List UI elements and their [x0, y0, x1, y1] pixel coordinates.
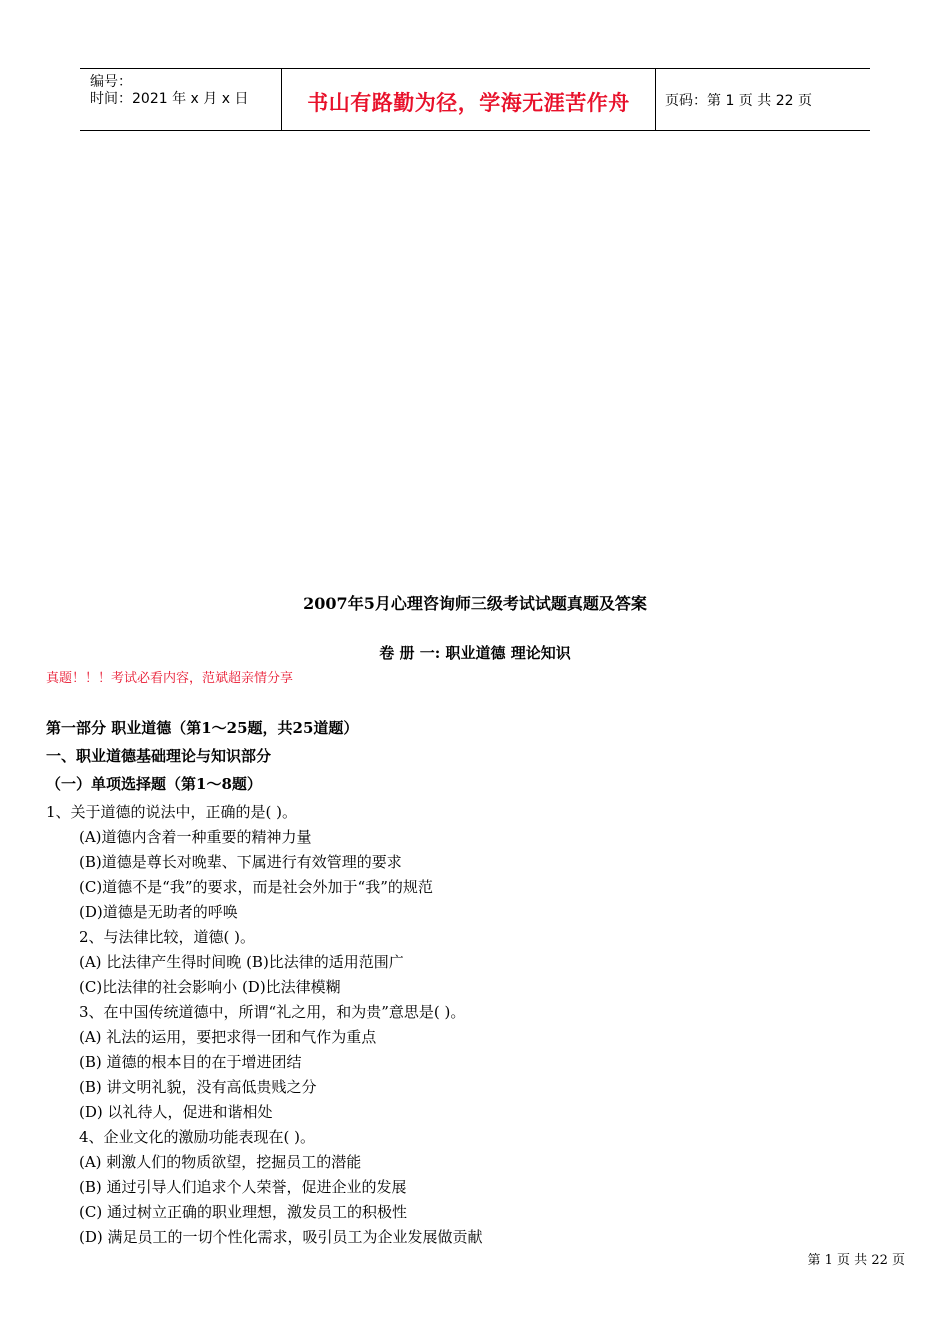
page-footer: 第 1 页 共 22 页 — [807, 1253, 905, 1268]
question-2-options-ab: (A) 比法律产生得时间晚 (B)比法律的适用范围广 — [79, 953, 404, 971]
document-number-label: 编号： — [90, 74, 132, 90]
question-1-option-d: (D)道德是无助者的呼唤 — [79, 903, 238, 921]
header-left-cell — [80, 69, 281, 130]
document-title: 2007年5月心理咨询师三级考试试题真题及答案 — [303, 594, 647, 613]
question-4-option-d: (D) 满足员工的一切个性化需求，吸引员工为企业发展做贡献 — [79, 1228, 483, 1246]
question-3-option-c: (B) 讲文明礼貌，没有高低贵贱之分 — [79, 1078, 317, 1096]
document-subtitle: 卷 册 一: 职业道德 理论知识 — [379, 644, 571, 662]
header-right-cell — [655, 69, 870, 130]
subsection-heading: （一）单项选择题（第1～8题） — [46, 775, 262, 793]
question-1: 1、关于道德的说法中，正确的是( )。 — [46, 803, 298, 821]
question-2-options-cd: (C)比法律的社会影响小 (D)比法律模糊 — [79, 978, 341, 996]
document-time-label: 时间：2021 年 x 月 x 日 — [90, 91, 249, 107]
header-motto: 书山有路勤为径，学海无涯苦作舟 — [307, 91, 630, 115]
red-note: 真题！！！考试必看内容，范斌超亲情分享 — [46, 671, 294, 686]
question-1-option-a: (A)道德内含着一种重要的精神力量 — [79, 828, 312, 846]
question-3-option-b: (B) 道德的根本目的在于增进团结 — [79, 1053, 302, 1071]
header-motto-cell — [281, 69, 656, 130]
question-2: 2、与法律比较，道德( )。 — [79, 928, 256, 946]
question-3: 3、在中国传统道德中，所谓“礼之用，和为贵”意思是( )。 — [79, 1003, 466, 1021]
header-page-label: 页码：第 1 页 共 22 页 — [665, 93, 812, 109]
question-1-option-c: (C)道德不是“我”的要求，而是社会外加于“我”的规范 — [79, 878, 433, 896]
question-4-option-a: (A) 刺激人们的物质欲望，挖掘员工的潜能 — [79, 1153, 362, 1171]
section-heading: 一、职业道德基础理论与知识部分 — [46, 747, 272, 765]
question-4: 4、企业文化的激励功能表现在( )。 — [79, 1128, 316, 1146]
question-4-option-b: (B) 通过引导人们追求个人荣誉，促进企业的发展 — [79, 1178, 407, 1196]
question-3-option-a: (A) 礼法的运用，要把求得一团和气作为重点 — [79, 1028, 377, 1046]
page-header — [80, 68, 870, 131]
part-heading: 第一部分 职业道德（第1～25题，共25道题） — [46, 719, 359, 737]
question-3-option-d: (D) 以礼待人，促进和谐相处 — [79, 1103, 273, 1121]
question-4-option-c: (C) 通过树立正确的职业理想，激发员工的积极性 — [79, 1203, 407, 1221]
question-1-option-b: (B)道德是尊长对晚辈、下属进行有效管理的要求 — [79, 853, 402, 871]
